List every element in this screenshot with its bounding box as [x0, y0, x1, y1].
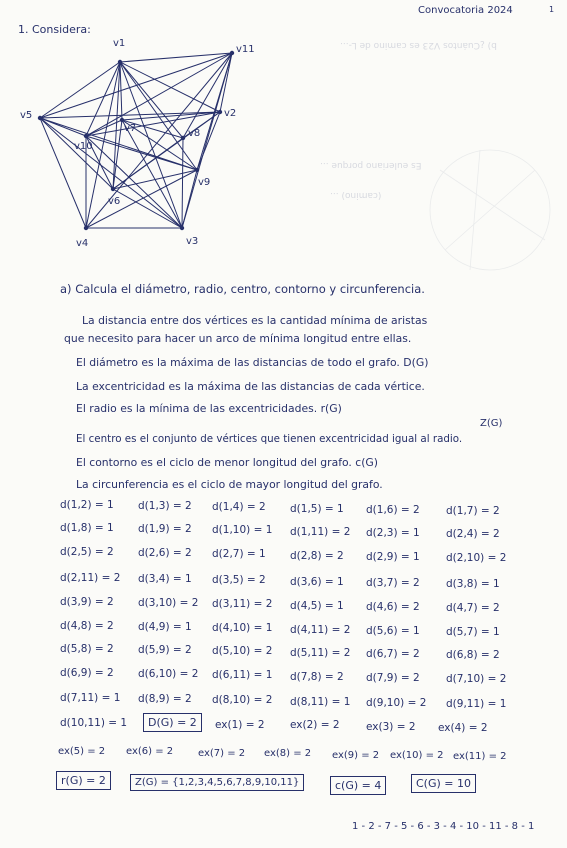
graph-vertex-4 — [84, 226, 88, 230]
center-result-box: Z(G) = {1,2,3,4,5,6,7,8,9,10,11} — [130, 774, 304, 791]
distance-entry: d(9,11) = 1 — [446, 698, 507, 710]
distance-entry: d(6,9) = 2 — [60, 667, 114, 679]
graph-vertex-2 — [218, 110, 222, 114]
eccentricity-3: ex(3) = 2 — [366, 721, 416, 733]
graph-vertex-11 — [230, 51, 234, 55]
distance-entry: d(2,3) = 1 — [366, 526, 420, 539]
graph-edge-1-5 — [40, 62, 120, 118]
distance-entry: d(4,8) = 2 — [60, 620, 114, 632]
problem-title: 1. Considera: — [18, 23, 91, 36]
distance-entry: d(6,10) = 2 — [138, 668, 199, 681]
distance-entry: d(4,7) = 2 — [446, 602, 500, 614]
distance-entry: d(4,11) = 2 — [290, 623, 351, 636]
distance-entry: d(6,11) = 1 — [212, 669, 273, 682]
graph-vertex-8 — [181, 136, 185, 140]
eccentricity-1: ex(1) = 2 — [215, 719, 265, 731]
distance-entry: d(1,10) = 1 — [212, 524, 273, 537]
distance-entry: d(8,11) = 1 — [290, 695, 351, 708]
distance-entry: d(4,6) = 2 — [366, 600, 420, 613]
vertex-label-v11: v11 — [236, 44, 255, 55]
distance-10-11: d(10,11) = 1 — [60, 717, 128, 729]
distance-entry: d(1,2) = 1 — [60, 499, 114, 511]
distance-entry: d(1,5) = 1 — [290, 502, 344, 515]
diameter-result-box: D(G) = 2 — [143, 713, 202, 732]
vertex-label-v1: v1 — [113, 38, 126, 49]
vertex-label-v9: v9 — [198, 177, 211, 188]
bleed-through-text-1: b) ¿Cuántos V23 es camino de L-... — [340, 40, 497, 50]
eccentricity-2: ex(2) = 2 — [290, 719, 340, 731]
distance-entry: d(1,4) = 2 — [212, 501, 266, 514]
vertex-label-v10: v10 — [74, 141, 93, 152]
distance-entry: d(9,10) = 2 — [366, 696, 427, 709]
distance-entry: d(3,8) = 1 — [446, 578, 500, 590]
graph-edge-2-11 — [220, 53, 232, 112]
distance-entry: d(2,7) = 1 — [212, 548, 266, 561]
distance-entry: d(3,10) = 2 — [138, 597, 199, 610]
distance-entry: d(8,10) = 2 — [212, 694, 273, 707]
distance-entry: d(2,9) = 1 — [366, 550, 420, 563]
distance-entry: d(2,8) = 2 — [290, 549, 344, 562]
question-a-heading: a) Calcula el diámetro, radio, centro, contorno y circunferencia. — [60, 282, 425, 296]
graph-edge-1-11 — [120, 53, 232, 62]
distance-entry: d(2,6) = 2 — [138, 547, 192, 560]
definition-line-4: La excentricidad es la máxima de las distancias de cada vértice. — [76, 380, 425, 393]
distance-entry: d(2,10) = 2 — [446, 552, 507, 564]
distance-entry: d(7,11) = 1 — [60, 692, 121, 704]
vertex-label-v7: v7 — [124, 123, 137, 134]
graph-edge-5-11 — [40, 53, 232, 118]
distance-entry: d(5,6) = 1 — [366, 624, 420, 637]
session-header: Convocatoria 2024 — [418, 5, 513, 16]
eccentricity-11: ex(11) = 2 — [453, 751, 507, 762]
distance-entry: d(3,5) = 2 — [212, 574, 266, 587]
distance-entry: d(5,9) = 2 — [138, 644, 192, 657]
eccentricity-7: ex(7) = 2 — [198, 748, 246, 759]
graph-vertex-10 — [84, 134, 88, 138]
graph-edge-3-5 — [40, 118, 182, 228]
center-symbol-note: Z(G) — [480, 418, 503, 429]
graph-edge-1-2 — [120, 62, 220, 112]
distance-entry: d(7,10) = 2 — [446, 673, 507, 685]
distance-entry: d(5,7) = 1 — [446, 626, 500, 638]
distance-entry: d(3,7) = 2 — [366, 576, 420, 589]
vertex-label-v8: v8 — [188, 128, 201, 139]
distance-entry: d(3,9) = 2 — [60, 596, 114, 608]
definition-line-6: El centro es el conjunto de vértices que tienen excentricidad igual al radio. — [76, 433, 463, 445]
distance-entry: d(5,11) = 2 — [290, 646, 351, 659]
graph-vertex-1 — [118, 60, 122, 64]
circumference-result-box: C(G) = 10 — [411, 774, 476, 793]
vertex-label-v5: v5 — [20, 110, 33, 121]
bleed-through-text-2: Es euleriano porque ... — [320, 160, 422, 170]
distance-entry: d(7,8) = 2 — [290, 670, 344, 683]
distance-entry: d(1,9) = 2 — [138, 523, 192, 536]
graph-vertex-5 — [38, 116, 42, 120]
graph-edge-4-5 — [40, 118, 86, 228]
definition-line-8: La circunferencia es el ciclo de mayor longitud del grafo. — [76, 478, 383, 491]
distance-entry: d(3,11) = 2 — [212, 598, 273, 611]
distance-entry: d(8,9) = 2 — [138, 693, 192, 706]
eccentricity-6: ex(6) = 2 — [126, 746, 174, 757]
distance-entry: d(1,6) = 2 — [366, 503, 420, 516]
graph-vertex-7 — [120, 118, 124, 122]
bleed-through-text-3: (camino) ... — [330, 190, 382, 200]
vertex-label-v4: v4 — [76, 238, 89, 249]
distance-entry: d(7,9) = 2 — [366, 671, 420, 684]
graph-edge-1-10 — [86, 62, 120, 136]
definition-line-3: El diámetro es la máxima de las distancias de todo el grafo. D(G) — [76, 356, 429, 369]
page-number: 1 — [549, 5, 555, 14]
eccentricity-4: ex(4) = 2 — [438, 722, 488, 734]
distance-entry: d(2,4) = 2 — [446, 528, 500, 540]
distance-entry: d(1,7) = 2 — [446, 505, 500, 517]
graph-vertex-3 — [180, 226, 184, 230]
graph-edge-3-8 — [182, 138, 183, 228]
distance-entry: d(4,5) = 1 — [290, 599, 344, 612]
distance-entry: d(2,5) = 2 — [60, 546, 114, 558]
distance-entry: d(3,4) = 1 — [138, 573, 192, 586]
distance-entry: d(1,8) = 1 — [60, 522, 114, 534]
vertex-label-v3: v3 — [186, 236, 199, 247]
distance-entry: d(1,11) = 2 — [290, 525, 351, 538]
graph-vertex-6 — [111, 187, 115, 191]
vertex-label-v2: v2 — [224, 108, 237, 119]
eccentricity-8: ex(8) = 2 — [264, 748, 312, 759]
definition-line-2: que necesito para hacer un arco de mínima longitud entre ellas. — [64, 332, 412, 345]
distance-entry: d(4,10) = 1 — [212, 622, 273, 635]
graph-vertex-9 — [195, 168, 199, 172]
eccentricity-10: ex(10) = 2 — [390, 750, 444, 761]
eccentricity-5: ex(5) = 2 — [58, 746, 106, 757]
distance-entry: d(6,8) = 2 — [446, 649, 500, 661]
definition-line-7: El contorno es el ciclo de menor longitud del grafo. c(G) — [76, 456, 379, 469]
hamiltonian-cycle: 1 - 2 - 7 - 5 - 6 - 3 - 4 - 10 - 11 - 8 - 1 — [352, 821, 535, 832]
eccentricity-9: ex(9) = 2 — [332, 750, 380, 761]
distance-entry: d(4,9) = 1 — [138, 621, 192, 634]
vertex-label-v6: v6 — [108, 196, 121, 207]
distance-entry: d(5,8) = 2 — [60, 643, 114, 655]
distance-entry: d(5,10) = 2 — [212, 645, 273, 658]
girth-result-box: c(G) = 4 — [330, 776, 386, 795]
distance-entry: d(1,3) = 2 — [138, 500, 192, 513]
definition-line-5: El radio es la mínima de las excentricidades. r(G) — [76, 402, 342, 415]
distance-entry: d(3,6) = 1 — [290, 575, 344, 588]
radius-result-box: r(G) = 2 — [56, 771, 111, 790]
distance-entry: d(2,11) = 2 — [60, 572, 121, 584]
graph-edge-8-11 — [183, 53, 232, 138]
distance-entry: d(6,7) = 2 — [366, 647, 420, 660]
definition-line-1: La distancia entre dos vértices es la cantidad mínima de aristas — [82, 314, 428, 327]
